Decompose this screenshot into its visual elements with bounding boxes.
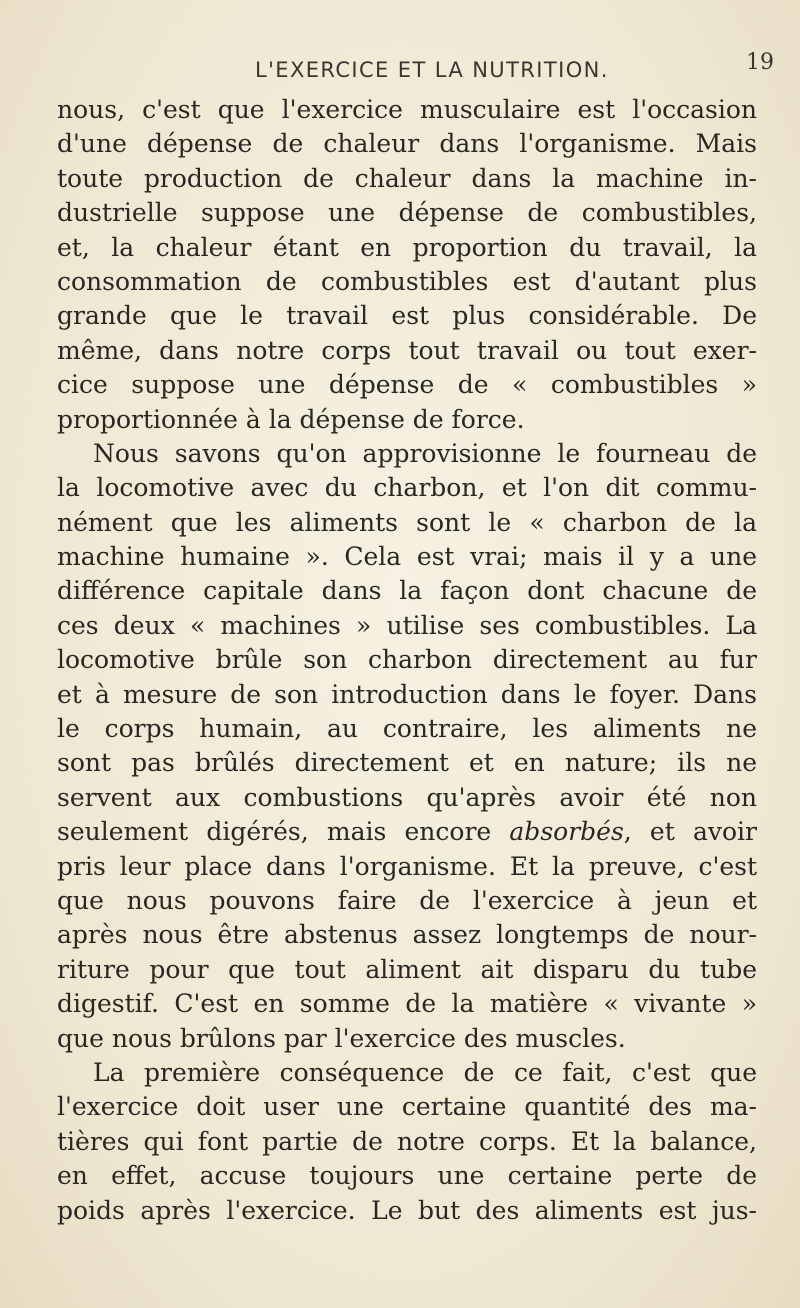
- text-line: proportionnée à la dépense de force.: [57, 404, 525, 434]
- text-line: que nous pouvons faire de l'exercice à jeun et: [57, 885, 757, 915]
- text-segment: , et avoir: [623, 817, 757, 847]
- text-line: digestif. C'est en somme de la matière « vivante »: [57, 989, 757, 1019]
- text-line: la locomotive avec du charbon, et l'on dit commu-: [57, 473, 757, 503]
- body-text: [57, 93, 757, 1228]
- text-line: dustrielle suppose une dépense de combustibles,: [57, 198, 757, 228]
- text-line: en effet, accuse toujours une certaine perte de: [57, 1161, 757, 1191]
- running-title: L'EXERCICE ET LA NUTRITION.: [255, 58, 609, 82]
- text-line-with-italic: [57, 815, 757, 849]
- text-line: sont pas brûlés directement et en nature; ils ne: [57, 748, 757, 778]
- text-line: machine humaine ». Cela est vrai; mais il y a une: [57, 542, 757, 572]
- text-line: différence capitale dans la façon dont chacune de: [57, 576, 757, 606]
- text-line: nous, c'est que l'exercice musculaire est l'occasion: [57, 95, 757, 124]
- text-line: consommation de combustibles est d'autant plus: [57, 266, 757, 296]
- text-line: tières qui font partie de notre corps. Et la balance,: [57, 1126, 757, 1156]
- text-line: grande que le travail est plus considérable. De: [57, 301, 757, 331]
- text-line: après nous être abstenus assez longtemps de nour-: [57, 920, 757, 950]
- page-number: 19: [746, 50, 774, 75]
- text-line: l'exercice doit user une certaine quantité des ma-: [57, 1092, 757, 1122]
- text-line: toute production de chaleur dans la machine in-: [57, 163, 757, 193]
- text-line: même, dans notre corps tout travail ou tout exer-: [57, 335, 757, 365]
- text-line: ces deux « machines » utilise ses combustibles. La: [57, 610, 757, 640]
- text-line: poids après l'exercice. Le but des aliments est jus-: [57, 1195, 757, 1225]
- text-line: le corps humain, au contraire, les aliments ne: [57, 714, 757, 744]
- text-segment: seulement digérés, mais encore: [57, 817, 510, 847]
- text-line: riture pour que tout aliment ait disparu du tube: [57, 954, 757, 984]
- text-line: et à mesure de son introduction dans le foyer. Dans: [57, 679, 757, 709]
- text-line: que nous brûlons par l'exercice des muscles.: [57, 1023, 626, 1053]
- text-line: cice suppose une dépense de « combustibles »: [57, 370, 757, 400]
- text-line: servent aux combustions qu'après avoir été non: [57, 782, 757, 812]
- paragraph-start-line: La première conséquence de ce fait, c'est que: [93, 1057, 757, 1087]
- paragraph-start-line: Nous savons qu'on approvisionne le fourneau de: [93, 438, 757, 468]
- text-line: nément que les aliments sont le « charbon de la: [57, 507, 757, 537]
- text-line: et, la chaleur étant en proportion du travail, la: [57, 232, 757, 262]
- text-line: pris leur place dans l'organisme. Et la preuve, c'est: [57, 851, 757, 881]
- text-line: d'une dépense de chaleur dans l'organisme. Mais: [57, 129, 757, 159]
- italic-word: absorbés: [509, 817, 624, 847]
- running-head: [0, 50, 800, 90]
- text-line: locomotive brûle son charbon directement au fur: [57, 645, 757, 675]
